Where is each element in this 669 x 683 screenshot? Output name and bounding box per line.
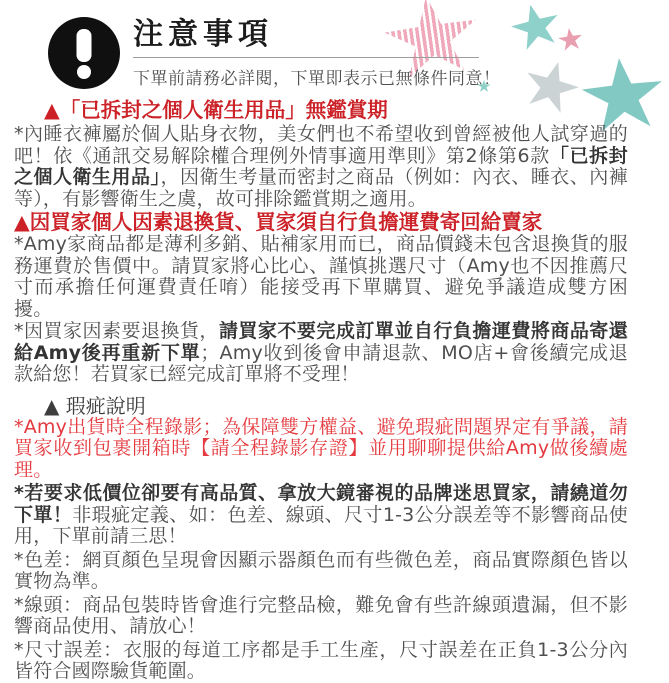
text-run-bold: 「已拆封之個人衛生用品」 [14,144,628,188]
section3-paragraph-color-diff: *色差：網頁顏色呈現會因顯示器顏色而有些微色差，商品實際顏色皆以實物為準。 [14,548,628,592]
section2-paragraph1: *Amy家商品都是薄利多銷、貼補家用而已，商品價錢未包含退換貨的服務運費於售價中。請買家將心比心、謹慎挑選尺寸（Amy也不因推薦尺寸而承擔任何運費責任唷）能接受再下單購買、避免爭議造成雙方困擾。 [14,233,628,320]
exclamation-icon [48,17,120,89]
title-divider [133,57,479,58]
text-run: ，因衛生考量而密封之商品（例如：內衣、睡衣、內褲等），有影響衛生之虞，故可排除鑑賞期之適用。 [14,166,628,210]
section3-paragraph-size-tolerance: *尺寸誤差：衣服的每道工序都是手工生產，尺寸誤差在正負1-3公分內皆符合國際驗貨範圍。 [14,638,628,682]
page-subtitle: 下單前請務必詳閱，下單即表示已無條件同意！ [133,69,501,89]
section3-paragraph2 [14,483,628,548]
notice-content [14,98,628,683]
notice-header [48,17,501,89]
text-run: *內睡衣褲屬於個人貼身衣物，美女們也不希望收到曾經被他人試穿過的吧！依《通訊交易解除權合理例外情事適用準則》第2條第6款 [14,123,628,167]
text-run: ；Amy收到後會申請退款、MO店+會後續完成退款給您！若買家已經完成訂單將不受理！ [14,341,629,385]
teal-star-icon [506,0,566,56]
text-run: 非瑕疵定義、如：色差、線頭、尺寸1-3公分誤差等不影響商品使用，下單前請三思！ [14,503,628,547]
section2-heading: ▲因買家個人因素退換貨、買家須自行負擔運費寄回給賣家 [14,210,543,234]
section3-paragraph-threads: *線頭：商品包裝時皆會進行完整品檢，難免會有些許線頭遺漏，但不影響商品使用、請放心！ [14,593,628,637]
page-title: 注意事項 [133,17,273,52]
section1-paragraph [14,124,628,210]
small-pink-star-icon [556,26,584,53]
section1-heading: ▲「已拆封之個人衛生用品」無鑑賞期 [44,98,388,122]
text-run-bold: 請買家不要完成訂單並自行負擔運費將商品寄還給Amy後再重新下單 [14,320,629,364]
section3-heading: ▲ 瑕疵說明 [44,393,146,418]
section2-paragraph2 [14,321,628,386]
section3-red-paragraph: *Amy出貨時全程錄影；為保障雙方權益、避免瑕疵問題界定有爭議，請買家收到包裹開箱時【請全程錄影存證】並用聊聊提供給Amy做後續處理。 [14,415,628,481]
text-run: *因買家因素要退換貨， [14,320,219,342]
text-run-bold: *若要求低價位卻要有高品質、拿放大鏡審視的品牌迷思買家，請繞道勿下單！ [14,482,628,526]
title-block [133,17,501,89]
